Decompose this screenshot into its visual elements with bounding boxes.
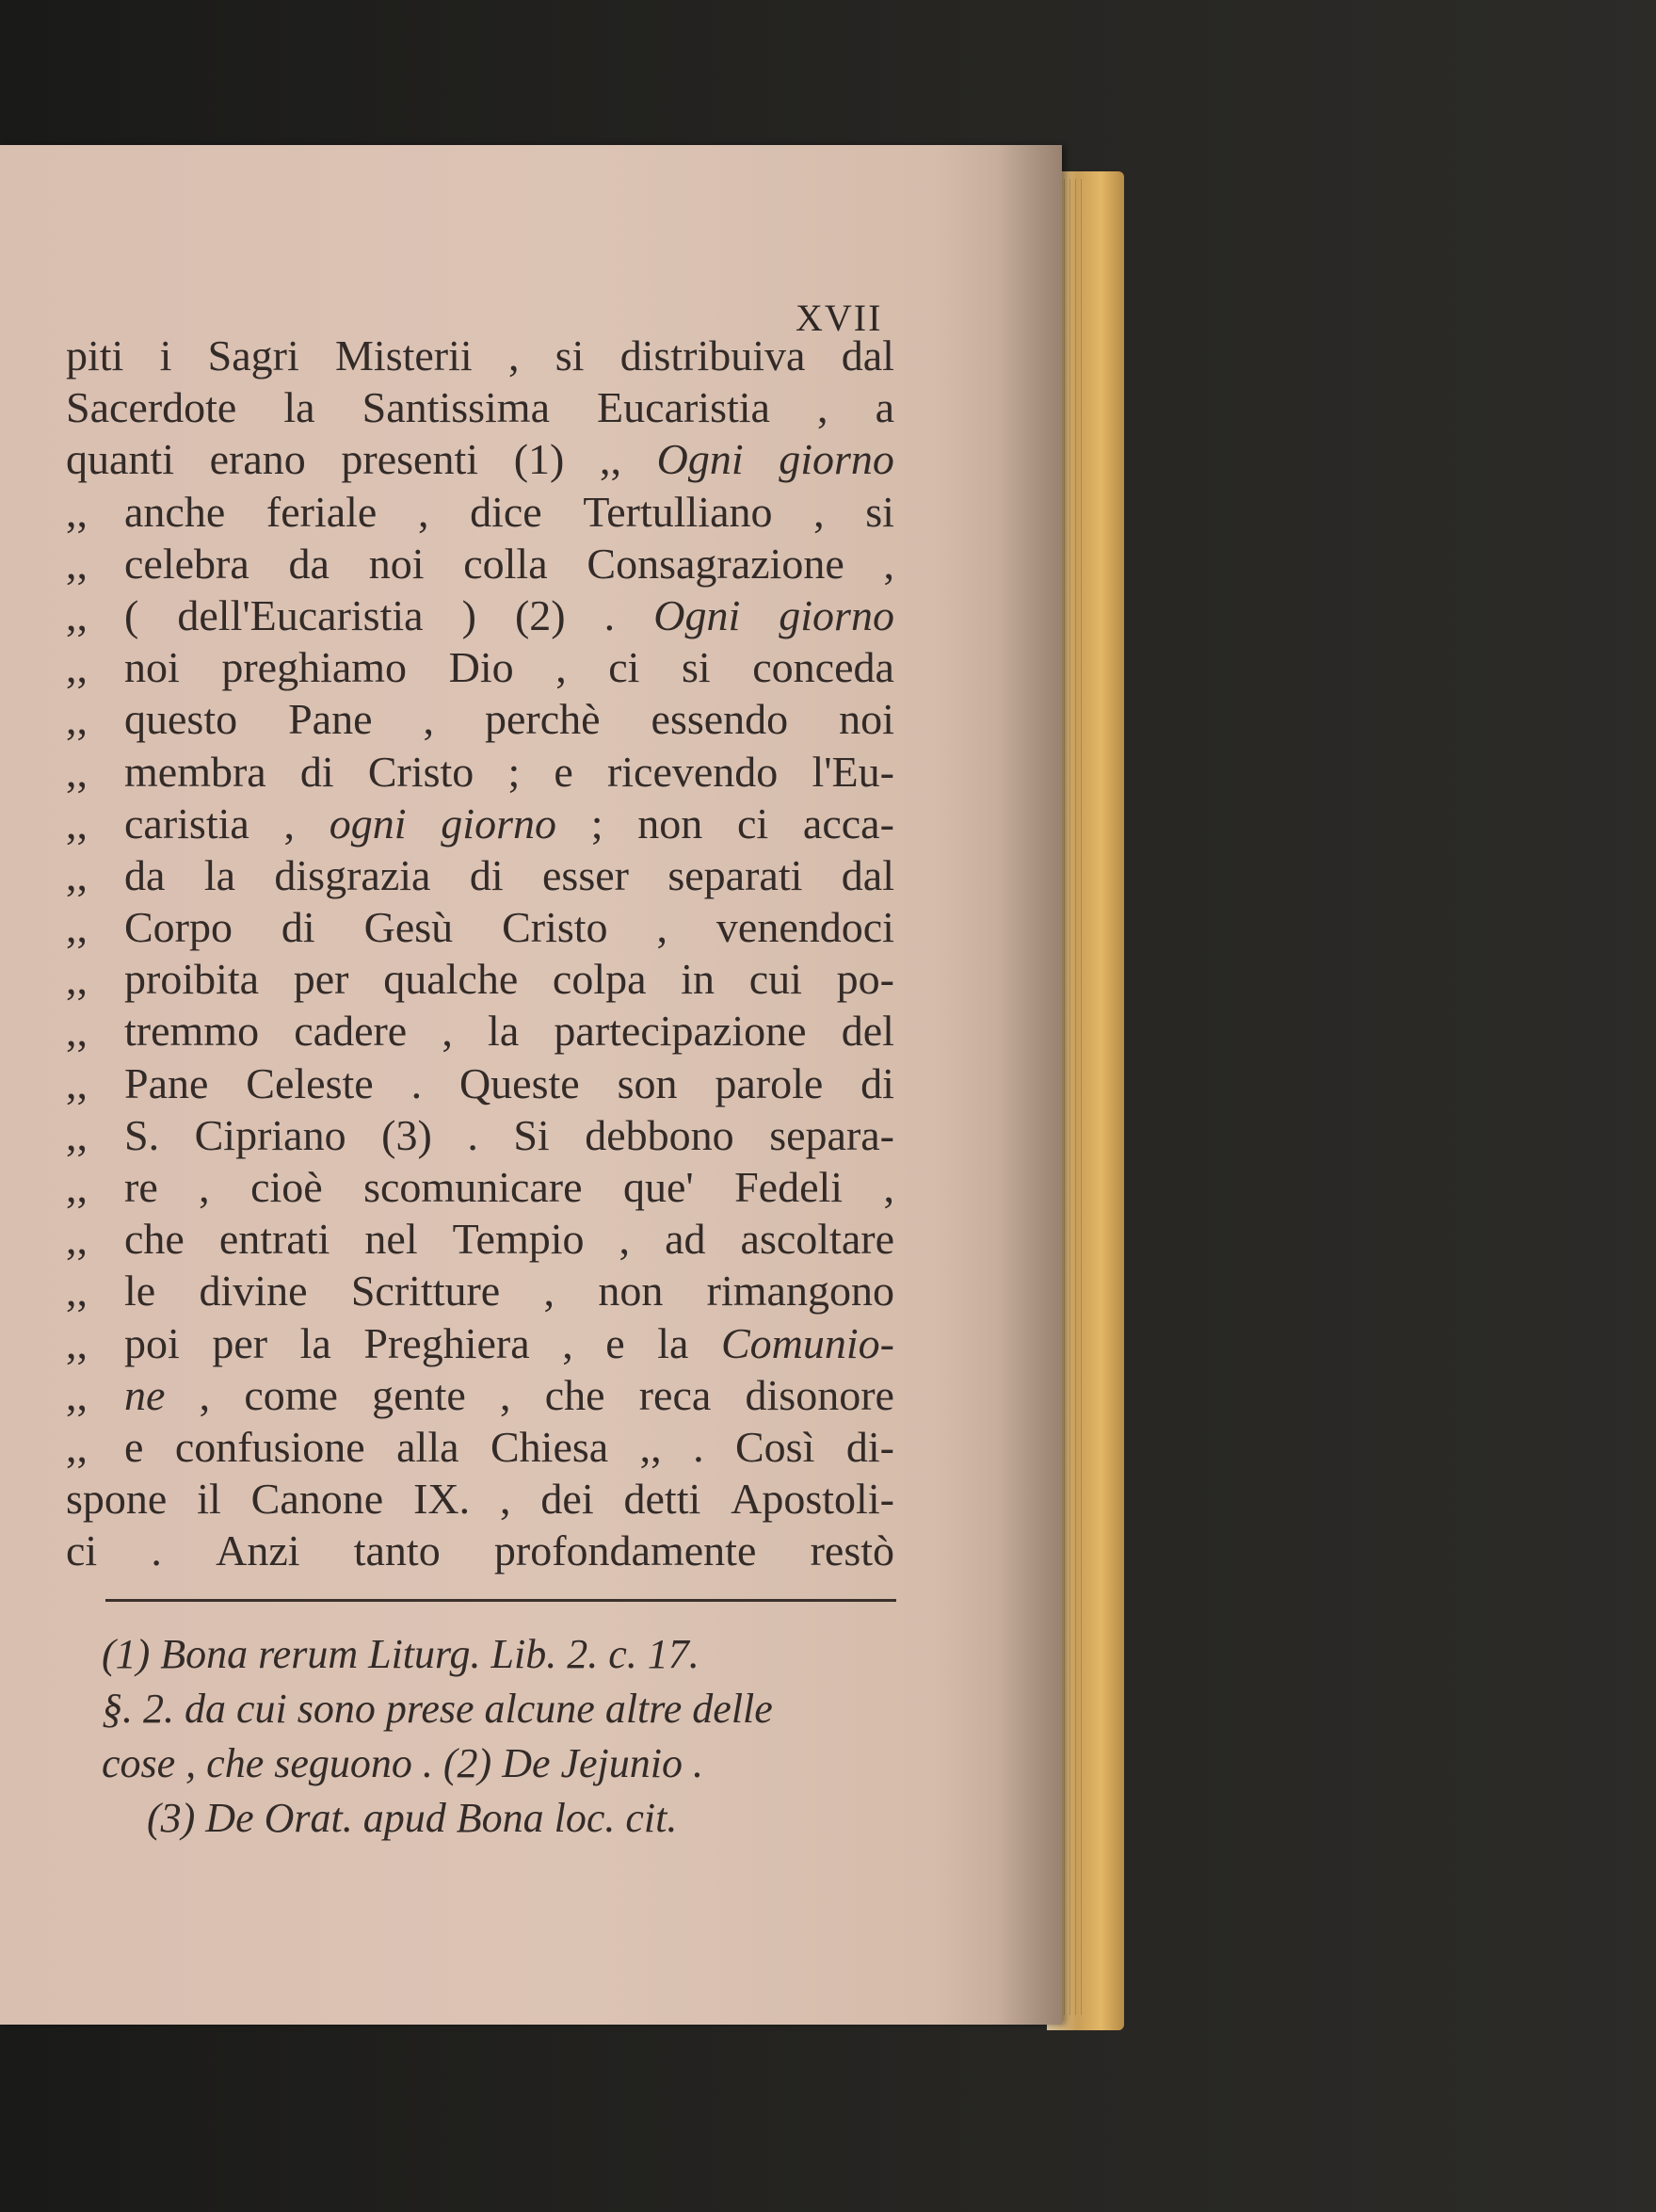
quote-mark: ,, bbox=[66, 1370, 88, 1419]
text-line bbox=[66, 1005, 894, 1057]
text-line bbox=[66, 1161, 894, 1213]
text-line bbox=[66, 433, 894, 485]
text-line bbox=[66, 589, 894, 641]
text-line bbox=[66, 798, 894, 849]
quote-mark: ,, bbox=[66, 799, 88, 848]
page-gutter-shadow bbox=[998, 145, 1062, 2025]
footnotes bbox=[102, 1627, 911, 1846]
line-text: Sacerdote la Santissima Eucaristia , a bbox=[66, 383, 894, 432]
text-line bbox=[66, 1317, 894, 1369]
quote-mark: ,, bbox=[66, 747, 88, 796]
line-text: piti i Sagri Misterii , si distribuiva dal bbox=[66, 331, 894, 379]
line-text: che entrati nel Tempio , ad ascoltare bbox=[124, 1215, 894, 1264]
text-line bbox=[66, 330, 894, 381]
footnote-rule bbox=[105, 1599, 896, 1602]
line-text: proibita per qualche colpa in cui po- bbox=[124, 955, 894, 1004]
line-text: ne , come gente , che reca disonore bbox=[124, 1370, 894, 1419]
quote-mark: ,, bbox=[66, 1215, 88, 1264]
text-line bbox=[66, 641, 894, 693]
quote-mark: ,, bbox=[66, 903, 88, 952]
line-text: quanti erano presenti (1) ,, Ogni giorno bbox=[66, 435, 894, 484]
quote-mark: ,, bbox=[66, 695, 88, 744]
line-text: ( dell'Eucaristia ) (2) . Ogni giorno bbox=[124, 590, 894, 639]
line-text: S. Cipriano (3) . Si debbono separa- bbox=[124, 1110, 894, 1159]
line-text: spone il Canone IX. , dei detti Apostoli- bbox=[66, 1475, 894, 1524]
quote-mark: ,, bbox=[66, 955, 88, 1004]
text-line bbox=[66, 486, 894, 538]
quote-mark: ,, bbox=[66, 1267, 88, 1316]
footnote-line: cose , che seguono . (2) De Jejunio . bbox=[102, 1740, 704, 1786]
quote-mark: ,, bbox=[66, 643, 88, 692]
line-text: membra di Cristo ; e ricevendo l'Eu- bbox=[124, 747, 894, 796]
line-text: Pane Celeste . Queste son parole di bbox=[124, 1058, 894, 1107]
text-line bbox=[66, 901, 894, 953]
line-text: poi per la Preghiera , e la Comunio- bbox=[124, 1318, 894, 1367]
line-text: e confusione alla Chiesa ,, . Così di- bbox=[124, 1422, 894, 1471]
line-text: Corpo di Gesù Cristo , venendoci bbox=[124, 903, 894, 952]
quote-mark: ,, bbox=[66, 1007, 88, 1056]
line-text: noi preghiamo Dio , ci si conceda bbox=[124, 643, 894, 692]
quote-mark: ,, bbox=[66, 590, 88, 639]
quote-mark: ,, bbox=[66, 1110, 88, 1159]
text-line bbox=[66, 1525, 894, 1576]
text-line bbox=[66, 1058, 894, 1109]
line-text: re , cioè scomunicare que' Fedeli , bbox=[124, 1163, 894, 1211]
text-line bbox=[66, 1213, 894, 1265]
text-line bbox=[66, 1265, 894, 1316]
text-line bbox=[66, 953, 894, 1005]
quote-mark: ,, bbox=[66, 1058, 88, 1107]
text-line bbox=[66, 538, 894, 589]
text-line bbox=[66, 1473, 894, 1525]
text-line bbox=[66, 1109, 894, 1161]
line-text: anche feriale , dice Tertulliano , si bbox=[124, 487, 894, 536]
quote-mark: ,, bbox=[66, 850, 88, 899]
line-text: le divine Scritture , non rimangono bbox=[124, 1267, 894, 1316]
line-text: da la disgrazia di esser separati dal bbox=[124, 850, 894, 899]
book-page bbox=[0, 145, 1062, 2025]
quote-mark: ,, bbox=[66, 539, 88, 588]
footnote-line: (3) De Orat. apud Bona loc. cit. bbox=[147, 1795, 678, 1841]
quote-mark: ,, bbox=[66, 1422, 88, 1471]
footnote-line: §. 2. da cui sono prese alcune altre delle bbox=[102, 1686, 773, 1732]
text-line bbox=[66, 1421, 894, 1473]
line-text: questo Pane , perchè essendo noi bbox=[124, 695, 894, 744]
text-line bbox=[66, 746, 894, 798]
quote-mark: ,, bbox=[66, 487, 88, 536]
line-text: ci . Anzi tanto profondamente restò bbox=[66, 1526, 894, 1575]
body-text bbox=[66, 330, 894, 1577]
line-text: caristia , ogni giorno ; non ci acca- bbox=[124, 799, 894, 848]
line-text: celebra da noi colla Consagrazione , bbox=[124, 539, 894, 588]
footnote-line: (1) Bona rerum Liturg. Lib. 2. c. 17. bbox=[102, 1631, 699, 1677]
quote-mark: ,, bbox=[66, 1163, 88, 1211]
text-line bbox=[66, 1369, 894, 1421]
page-number: XVII bbox=[796, 297, 883, 339]
text-line bbox=[66, 849, 894, 901]
line-text: tremmo cadere , la partecipazione del bbox=[124, 1007, 894, 1056]
text-line bbox=[66, 693, 894, 745]
quote-mark: ,, bbox=[66, 1318, 88, 1367]
text-line bbox=[66, 381, 894, 433]
